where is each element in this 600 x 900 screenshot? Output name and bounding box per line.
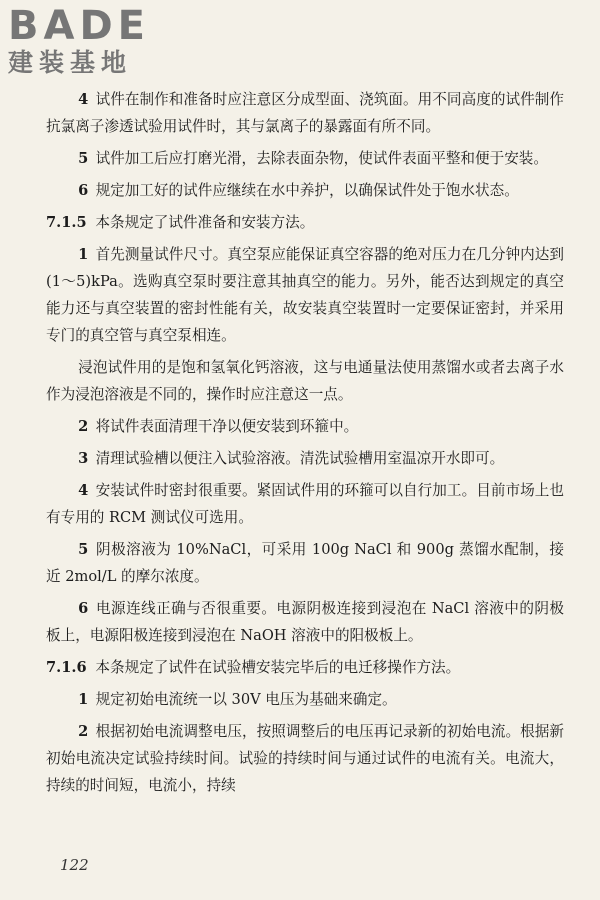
- body-paragraph: [46, 536, 564, 590]
- paragraph-text: 根据初始电流调整电压，按照调整后的电压再记录新的初始电流。根据新初始电流决定试验持续时间。试验的持续时间与通过试件的电流有关。电流大，持续的时间短，电流小，持续: [46, 723, 564, 794]
- item-number: 1: [78, 691, 89, 708]
- item-number: 6: [78, 600, 89, 617]
- document-body: [46, 86, 564, 804]
- body-paragraph: [46, 477, 564, 531]
- body-paragraph: [46, 86, 564, 140]
- paragraph-text: 试件在制作和准备时应注意区分成型面、浇筑面。用不同高度的试件制作抗氯离子渗透试验用试件时，其与氯离子的暴露面有所不同。: [46, 91, 564, 135]
- item-number: 5: [78, 541, 89, 558]
- item-number: 2: [78, 723, 89, 740]
- item-number: 6: [78, 182, 89, 199]
- paragraph-text: 清理试验槽以便注入试验溶液。清洗试验槽用室温凉开水即可。: [95, 450, 505, 467]
- paragraph-text: 本条规定了试件准备和安装方法。: [95, 214, 315, 231]
- paragraph-text: 首先测量试件尺寸。真空泵应能保证真空容器的绝对压力在几分钟内达到(1～5)kPa。选购真空泵时要注意其抽真空的能力。另外，能否达到规定的真空能力还与真空装置的密封性能有关，故安装真空装置时一定要保证密封，并采用专门的真空管与真空泵相连。: [46, 246, 564, 344]
- logo-wordmark: BADE: [8, 3, 150, 49]
- body-paragraph: [46, 145, 564, 172]
- item-number: 1: [78, 246, 89, 263]
- paragraph-text: 安装试件时密封很重要。紧固试件用的环箍可以自行加工。目前市场上也有专用的 RCM 测试仪可选用。: [46, 482, 564, 526]
- section-paragraph: [46, 654, 564, 681]
- page-number: 122: [60, 856, 89, 874]
- body-paragraph: [46, 595, 564, 649]
- paragraph-text: 试件加工后应打磨光滑，去除表面杂物，使试件表面平整和便于安装。: [95, 150, 548, 167]
- logo-subtitle: 建装基地: [8, 48, 133, 77]
- body-paragraph: [46, 413, 564, 440]
- paragraph-text: 将试件表面清理干净以便安装到环箍中。: [95, 418, 359, 435]
- paragraph-text: 规定初始电流统一以 30V 电压为基础来确定。: [95, 691, 397, 708]
- body-paragraph: [46, 177, 564, 204]
- section-number: 7.1.6: [46, 659, 87, 676]
- section-number: 7.1.5: [46, 214, 87, 231]
- body-paragraph: [46, 686, 564, 713]
- item-number: 4: [78, 91, 89, 108]
- body-paragraph: [46, 445, 564, 472]
- item-number: 4: [78, 482, 89, 499]
- paragraph-text: 规定加工好的试件应继续在水中养护，以确保试件处于饱水状态。: [95, 182, 519, 199]
- body-paragraph: [46, 718, 564, 799]
- item-number: 2: [78, 418, 89, 435]
- paragraph-text: 电源连线正确与否很重要。电源阴极连接到浸泡在 NaCl 溶液中的阴极板上，电源阳极连接到浸泡在 NaOH 溶液中的阳极板上。: [46, 600, 564, 644]
- item-number: 3: [78, 450, 89, 467]
- body-paragraph: [46, 241, 564, 349]
- body-paragraph: [46, 354, 564, 408]
- paragraph-text: 本条规定了试件在试验槽安装完毕后的电迁移操作方法。: [95, 659, 461, 676]
- item-number: 5: [78, 150, 89, 167]
- section-paragraph: [46, 209, 564, 236]
- logo: [8, 4, 150, 78]
- paragraph-text: 浸泡试件用的是饱和氢氧化钙溶液，这与电通量法使用蒸馏水或者去离子水作为浸泡溶液是不同的，操作时应注意这一点。: [46, 359, 564, 403]
- paragraph-text: 阴极溶液为 10%NaCl，可采用 100g NaCl 和 900g 蒸馏水配制，接近 2mol/L 的摩尔浓度。: [46, 541, 564, 585]
